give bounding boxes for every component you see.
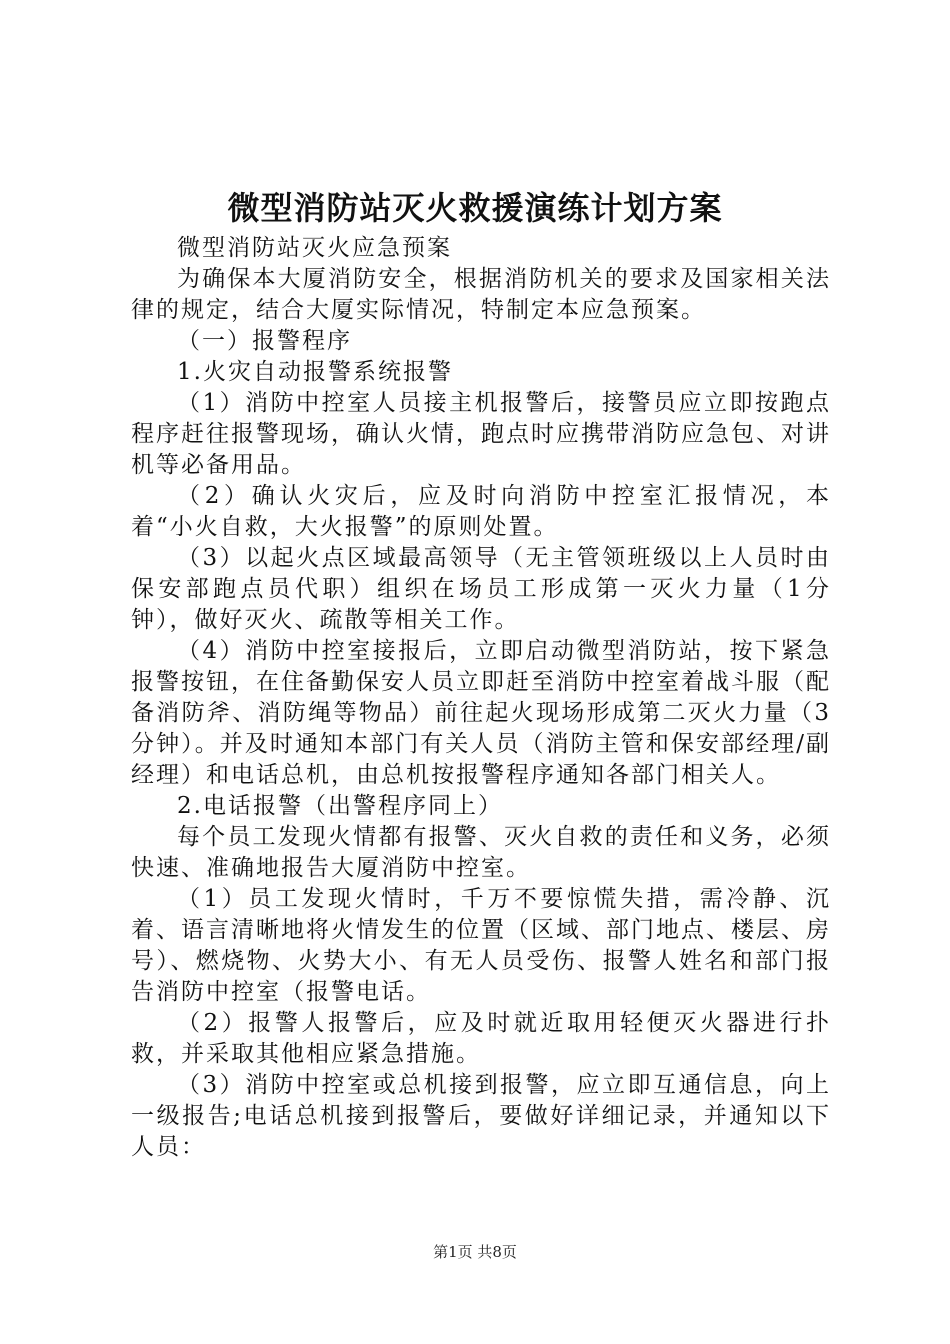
document-body bbox=[131, 233, 831, 1163]
subsection-heading-auto-alarm: 1.火灾自动报警系统报警 bbox=[177, 359, 453, 385]
paragraph-item: （1）消防中控室人员接主机报警后，接警员应立即按跑点程序赶往报警现场，确认火情，跑点时应携带消防应急包、对讲机等必备用品。 bbox=[131, 390, 831, 478]
paragraph-item: （3）以起火点区域最高领导（无主管领班级以上人员时由保安部跑点员代职）组织在场员工形成第一灭火力量（1分钟），做好灭火、疏散等相关工作。 bbox=[131, 545, 831, 633]
paragraph-item: 每个员工发现火情都有报警、灭火自救的责任和义务，必须快速、准确地报告大厦消防中控室。 bbox=[131, 824, 831, 881]
paragraph-item: （2）报警人报警后，应及时就近取用轻便灭火器进行扑救，并采取其他相应紧急措施。 bbox=[131, 1010, 831, 1067]
section-heading-alarm-procedure: （一）报警程序 bbox=[177, 328, 352, 354]
page-number-footer: 第1页 共8页 bbox=[433, 1243, 517, 1261]
paragraph-item: （4）消防中控室接报后，立即启动微型消防站，按下紧急报警按钮，在住备勤保安人员立即赶至消防中控室着战斗服（配备消防斧、消防绳等物品）前往起火现场形成第二灭火力量（3分钟）。并及时通知本部门有关人员（消防主管和保安部经理/副经理）和电话总机，由总机按报警程序通知各部门相关人。 bbox=[131, 638, 831, 788]
paragraph-item: （1）员工发现火情时，千万不要惊慌失措，需冷静、沉着、语言清晰地将火情发生的位置（区域、部门地点、楼层、房号）、燃烧物、火势大小、有无人员受伤、报警人姓名和部门报告消防中控室（报警电话。 bbox=[131, 886, 831, 1005]
paragraph-item: （3）消防中控室或总机接到报警，应立即互通信息，向上一级报告;电话总机接到报警后，要做好详细记录，并通知以下人员： bbox=[131, 1072, 831, 1160]
paragraph-subtitle: 微型消防站灭火应急预案 bbox=[177, 235, 452, 261]
paragraph-item: （2）确认火灾后，应及时向消防中控室汇报情况，本着“小火自救，大火报警”的原则处置。 bbox=[131, 483, 831, 540]
paragraph-intro: 为确保本大厦消防安全，根据消防机关的要求及国家相关法律的规定，结合大厦实际情况，特制定本应急预案。 bbox=[131, 266, 831, 323]
document-title: 微型消防站灭火救援演练计划方案 bbox=[227, 189, 723, 227]
subsection-heading-phone-alarm: 2.电话报警（出警程序同上） bbox=[177, 793, 503, 819]
